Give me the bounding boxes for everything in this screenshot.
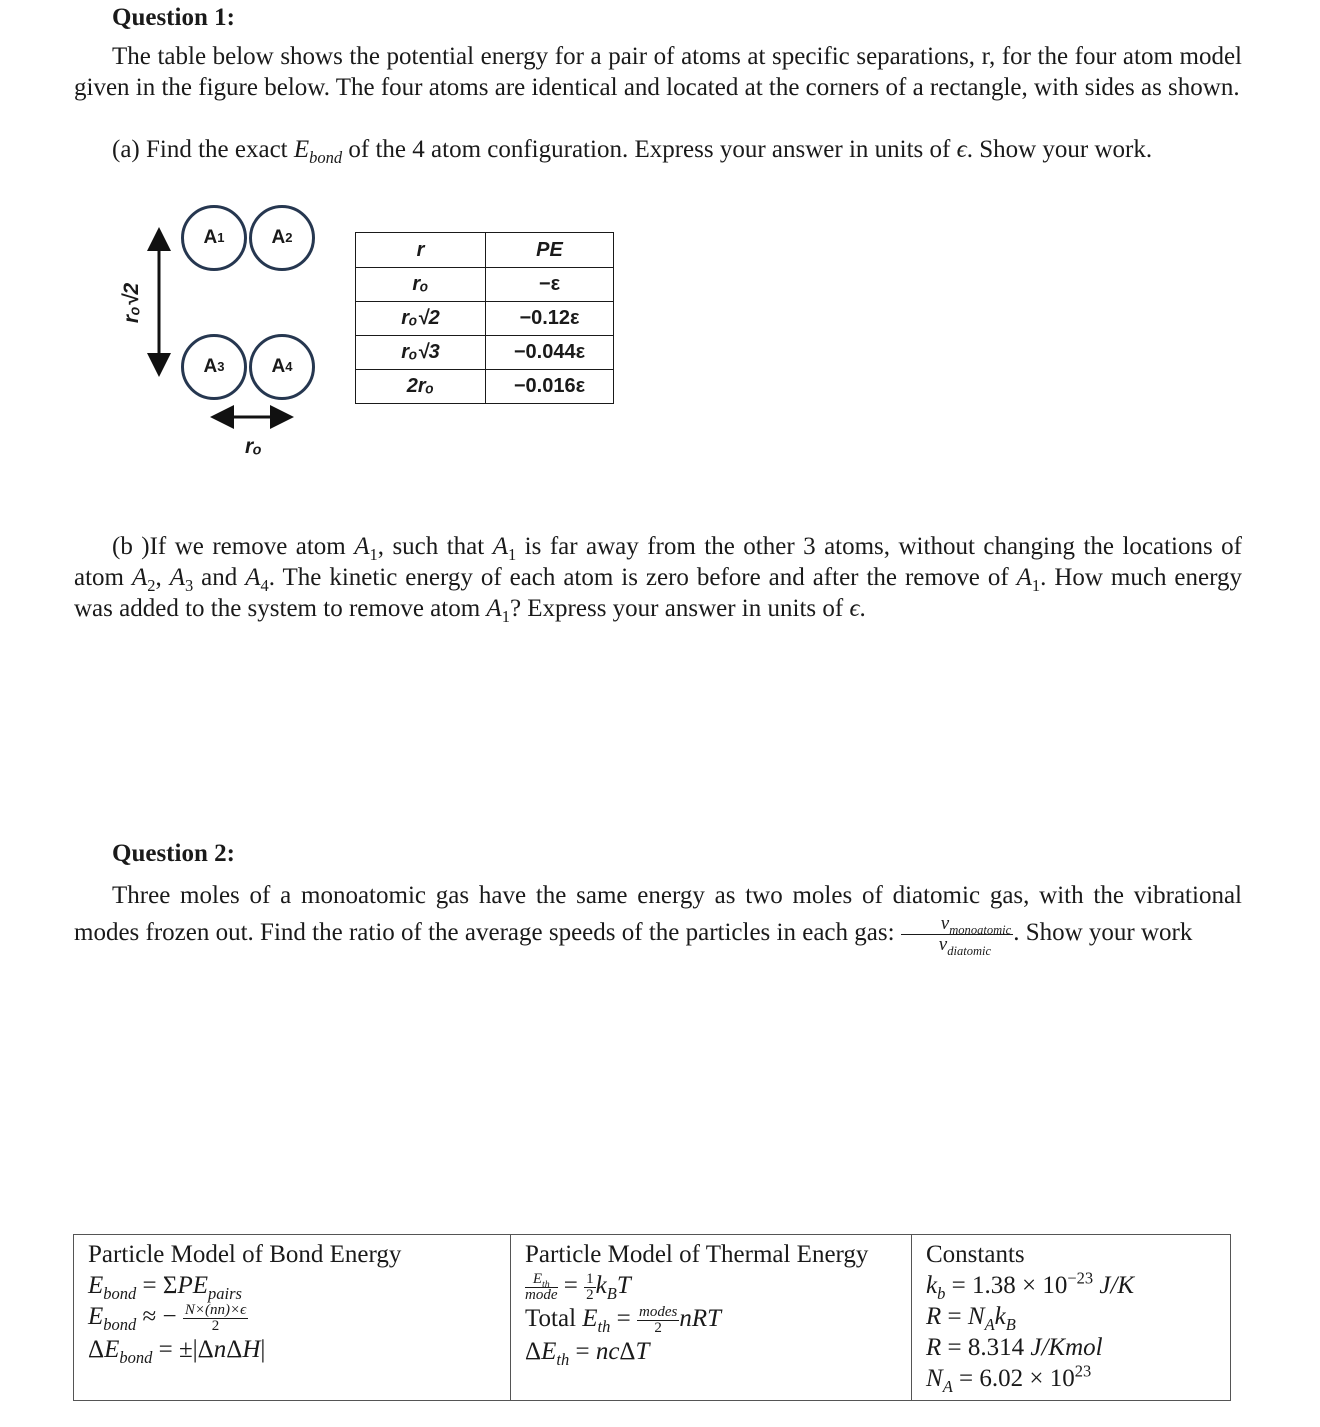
part-a-text-1: (a) Find the exact — [112, 136, 294, 163]
q1-part-b: (b )If we remove atom $A_1$, such that $A_1$ is far away from the other 3 atoms, without changing the locations of atom $A_2$, $A_3$ and $A_4$. The kinetic energy of each atom is zero before and after the remove of $A_1$. How much energy was added to the system to remove atom $A_1$? Express your answer in units of ϵ. — [74, 533, 1242, 626]
atom-a1: A 1 — [181, 205, 247, 271]
cell-pe: −0.044ε — [486, 336, 614, 370]
header-pe: PE — [486, 233, 614, 268]
horizontal-dimension-label: rₒ — [245, 435, 263, 458]
cell-r: 2rₒ — [356, 370, 486, 404]
e-bond-symbol: E — [293, 136, 310, 163]
cell-pe: −ε — [486, 268, 614, 302]
atom-a2: A 2 — [249, 205, 315, 271]
q2-text — [74, 877, 1242, 958]
four-atom-figure — [100, 195, 340, 470]
epsilon-symbol: ϵ — [956, 136, 967, 163]
constants-title: Constants — [926, 1241, 1025, 1268]
q2-tail: . Show your work — [1013, 919, 1193, 947]
cell-pe: −0.016ε — [486, 370, 614, 404]
q1-intro: The table below shows the potential energy for a pair of atoms at specific separations, r, for the four atom model given in the figure below. The four atoms are identical and located at the corners of a rectangle, with sides as shown. — [74, 43, 1242, 101]
vertical-dimension-label: rₒ√2 — [120, 282, 143, 324]
bond-energy-line-1: $E_{bond} = \Sigma PE_{pairs}$ — [88, 1272, 242, 1303]
part-b-text: (b )If we remove atom — [112, 533, 355, 560]
part-b-text: ? Express your answer in units of — [509, 595, 850, 622]
atom-a4: A 4 — [249, 334, 315, 400]
header-r: r — [356, 233, 486, 268]
q2-title: Question 2: — [112, 840, 235, 867]
table-row — [356, 336, 614, 370]
thermal-energy-line-3: $\Delta E_{th} = nc\Delta T$ — [525, 1337, 650, 1369]
boltzmann-constant: $k_b = 1.38 \times 10^{-23}$ J/K — [926, 1268, 1135, 1303]
part-b-text: is far away from the other 3 atoms, without changing the locations of atom — [74, 533, 1242, 591]
speed-ratio: $\frac{v_{monoatomic}}{v_{diatomic}}$ — [901, 914, 1013, 955]
table-row — [356, 268, 614, 302]
cell-pe: −0.12ε — [486, 302, 614, 336]
q2-body: Three moles of a monoatomic gas have the same energy as two moles of diatomic gas, with the vibrational modes frozen out. Find the ratio of the average speeds of the particles in each gas: — [74, 882, 1242, 947]
potential-energy-table — [355, 232, 614, 404]
part-b-text: , such that — [377, 533, 493, 560]
constants-cell — [912, 1235, 1231, 1401]
thermal-energy-title: Particle Model of Thermal Energy — [525, 1241, 869, 1268]
atom-a3: A 3 — [181, 334, 247, 400]
reference-formula-table — [73, 1234, 1231, 1401]
gas-constant-value: R = 8.314 J/Kmol — [926, 1334, 1103, 1361]
avogadro-constant: $N_A = 6.02 \times 10^{23}$ — [926, 1361, 1092, 1396]
table-header-row — [356, 233, 614, 268]
gas-constant-definition: $R = N_Ak_B$ — [926, 1303, 1016, 1334]
cell-r: rₒ√2 — [356, 302, 486, 336]
cell-r: rₒ√3 — [356, 336, 486, 370]
q1-part-a — [74, 134, 1242, 165]
part-b-text: . The kinetic energy of each atom is zero before and after the remove of — [268, 564, 1017, 591]
bond-energy-title: Particle Model of Bond Energy — [88, 1241, 402, 1268]
e-bond-subscript: bond — [309, 148, 343, 167]
bond-energy-line-2: $E_{bond}$ ≈ − $\frac{N\times(nn)\times\epsilon}{2}$ — [88, 1301, 247, 1334]
table-row — [356, 370, 614, 404]
bond-energy-cell — [74, 1235, 511, 1401]
table-row — [356, 302, 614, 336]
part-a-text-2: of the 4 atom configuration. Express your answer in units of — [342, 136, 957, 163]
q1-title: Question 1: — [112, 4, 235, 31]
part-b-text: . — [859, 595, 866, 622]
part-a-text-3: . Show your work. — [966, 136, 1153, 163]
part-b-text: and — [193, 564, 246, 591]
part-b-text: . How much energy was added to the system to remove atom — [74, 564, 1242, 622]
thermal-energy-cell — [511, 1235, 912, 1401]
thermal-energy-line-2: Total $E_{th}$ = $\frac{\text{modes}}{2}$ nRT — [525, 1303, 722, 1336]
cell-r: rₒ — [356, 268, 486, 302]
thermal-energy-line-1: $\frac{E_{th}}{\text{mode}}$ = $\frac{1}{2}$ $k_BT$ — [525, 1270, 631, 1303]
bond-energy-line-3: $\Delta E_{bond} = \pm|\Delta n\Delta H|$ — [88, 1335, 266, 1367]
